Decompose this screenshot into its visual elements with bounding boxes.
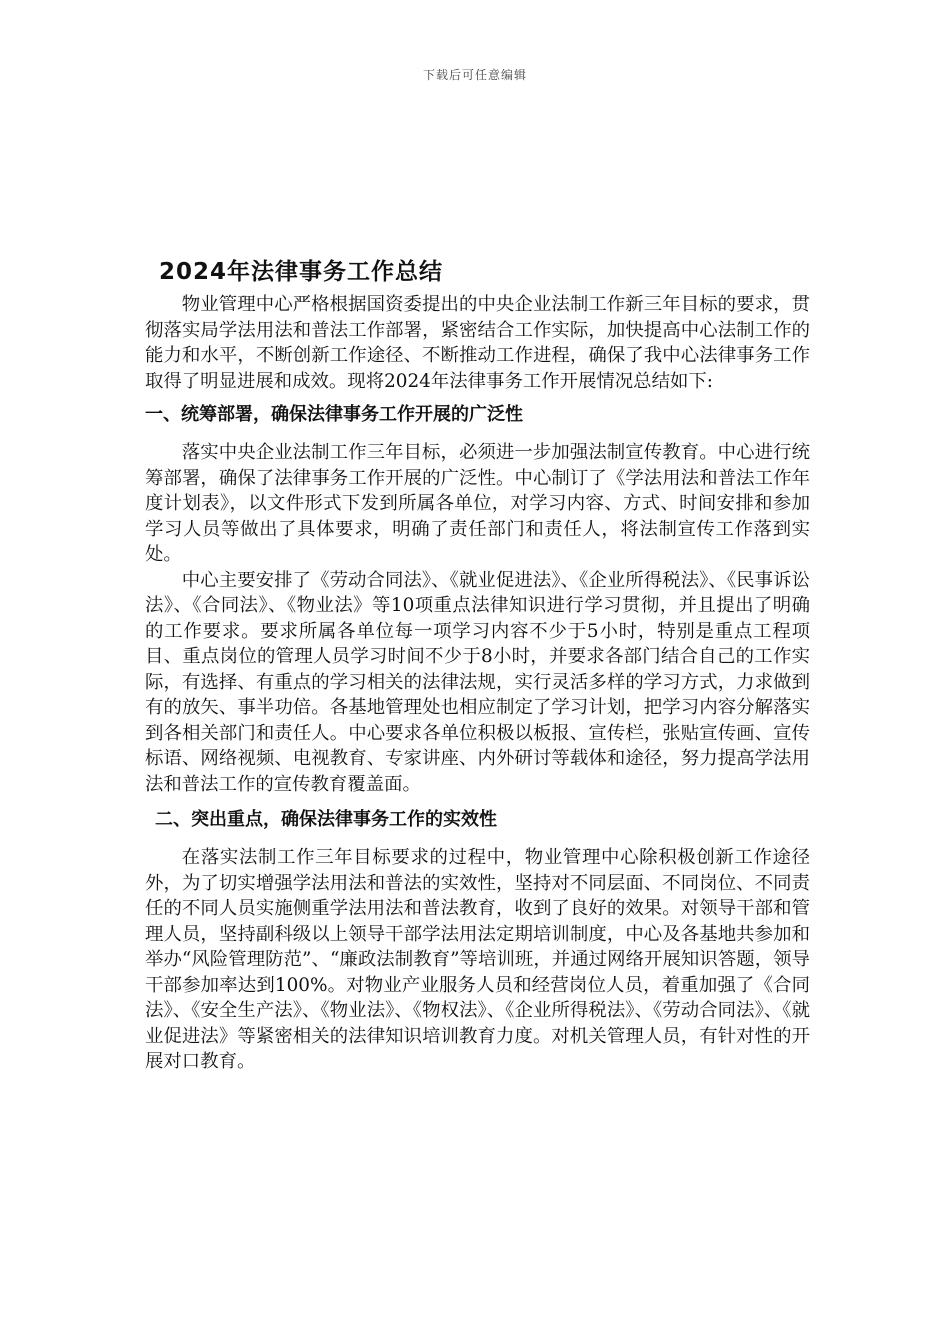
section-1-heading: 一、统筹部署，确保法律事务工作开展的广泛性 bbox=[145, 404, 523, 425]
section-1-paragraph-1: 落实中央企业法制工作三年目标，必须进一步加强法制宣传教育。中心进行统筹部署，确保了法律事务工作开展的广泛性。中心制订了《学法用法和普法工作年度计划表》，以文件形式下发到所属各单位，对学习内容、方式、时间安排和参加学习人员等做出了具体要求，明确了责任部门和责任人，将法制宣传工作落到实处。 bbox=[145, 442, 810, 565]
document-body bbox=[145, 256, 810, 1075]
section-2-heading: 二、突出重点，确保法律事务工作的实效性 bbox=[155, 809, 497, 830]
document-title: 2024年法律事务工作总结 bbox=[159, 259, 444, 285]
section-2-paragraph-1: 在落实法制工作三年目标要求的过程中，物业管理中心除积极创新工作途径外，为了切实增强学法用法和普法的实效性，坚持对不同层面、不同岗位、不同责任的不同人员实施侧重学法用法和普法教育，收到了良好的效果。对领导干部和管理人员，坚持副科级以上领导干部学法用法定期培训制度，中心及各基地共参加和举办“风险管理防范”、“廉政法制教育”等培训班，并通过网络开展知识答题，领导干部参加率达到100%。对物业产业服务人员和经营岗位人员，着重加强了《合同法》、《安全生产法》、《物业法》、《物权法》、《企业所得税法》、《劳动合同法》、《就业促进法》等紧密相关的法律知识培训教育力度。对机关管理人员，有针对性的开展对口教育。 bbox=[145, 847, 810, 1072]
header-note: 下载后可任意编辑 bbox=[422, 68, 527, 82]
section-1-paragraph-2: 中心主要安排了《劳动合同法》、《就业促进法》、《企业所得税法》、《民事诉讼法》、《合同法》、《物业法》等10项重点法律知识进行学习贯彻，并且提出了明确的工作要求。要求所属各单位每一项学习内容不少于5小时，特别是重点工程项目、重点岗位的管理人员学习时间不少于8小时，并要求各部门结合自己的工作实际，有选择、有重点的学习相关的法律法规，实行灵活多样的学习方式，力求做到有的放矢、事半功倍。各基地管理处也相应制定了学习计划，把学习内容分解落实到各相关部门和责任人。中心要求各单位积极以板报、宣传栏，张贴宣传画、宣传标语、网络视频、电视教育、专家讲座、内外研讨等载体和途径，努力提高学法用法和普法工作的宣传教育覆盖面。 bbox=[145, 569, 810, 795]
intro-paragraph: 物业管理中心严格根据国资委提出的中央企业法制工作新三年目标的要求，贯彻落实局学法用法和普法工作部署，紧密结合工作实际，加快提高中心法制工作的能力和水平，不断创新工作途径、不断推动工作进程，确保了我中心法律事务工作取得了明显进展和成效。现将2024年法律事务工作开展情况总结如下: bbox=[145, 294, 810, 392]
